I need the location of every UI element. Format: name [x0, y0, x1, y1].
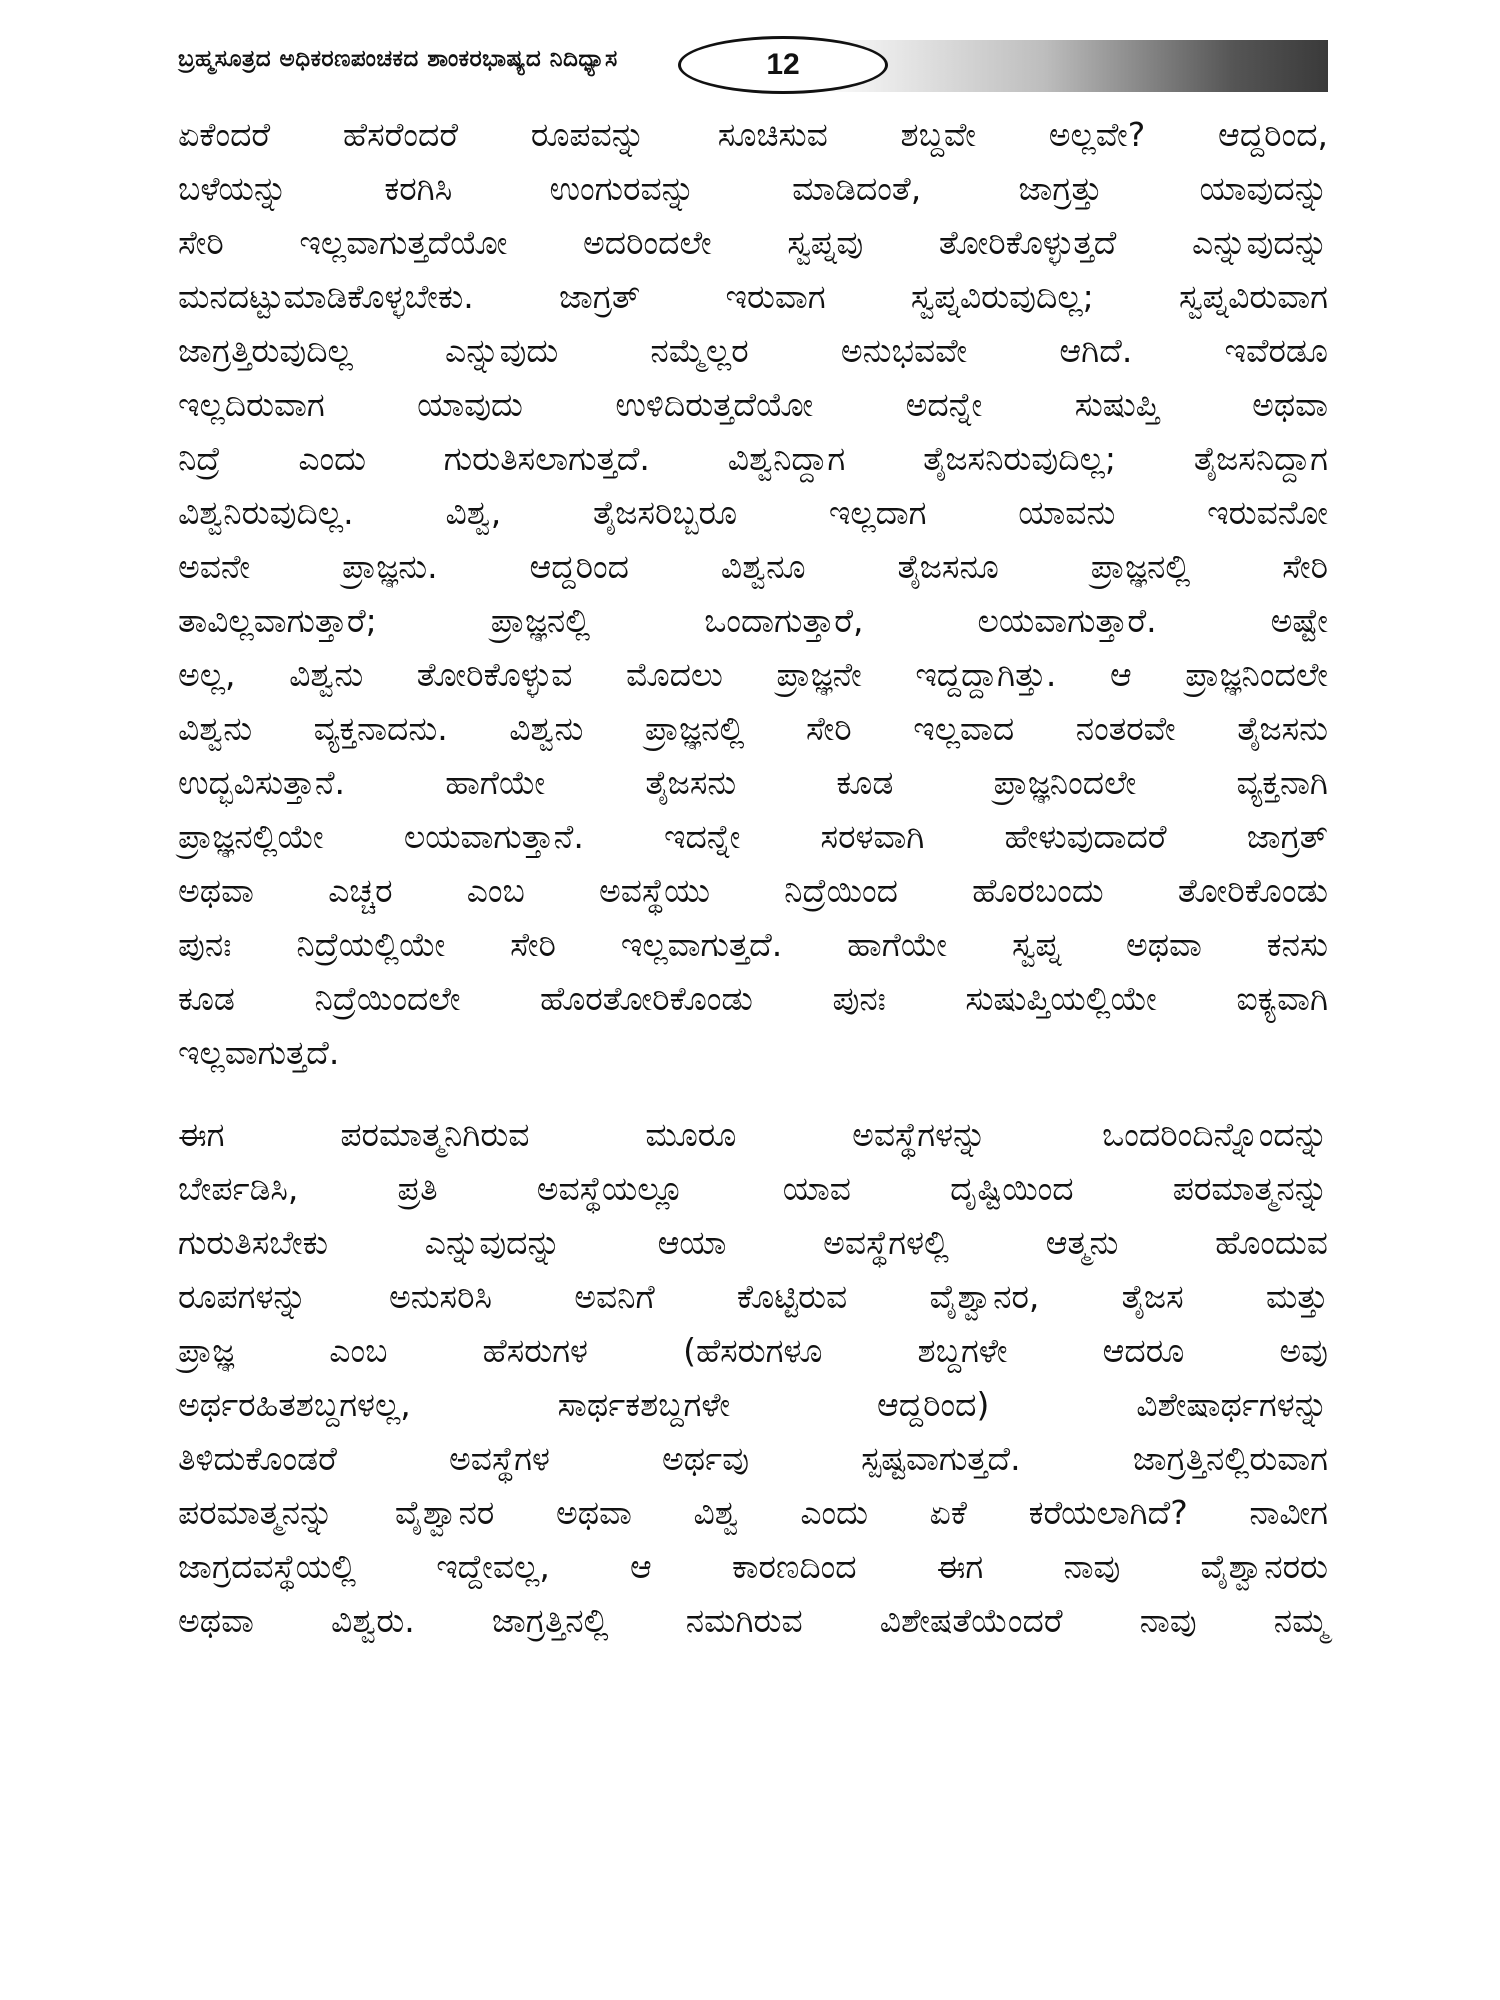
- text-line: ತಿಳಿದುಕೊಂಡರೆ ಅವಸ್ಥೆಗಳ ಅರ್ಥವು ಸ್ಪಷ್ಟವಾಗುತ್ತದೆ. ಜಾಗ್ರತ್ತಿನಲ್ಲಿರುವಾಗ: [178, 1439, 1328, 1478]
- paragraph-2: [178, 1108, 1328, 1648]
- text-line: ಅವನೇ ಪ್ರಾಜ್ಞನು. ಆದ್ದರಿಂದ ವಿಶ್ವನೂ ತೈಜಸನೂ ಪ್ರಾಜ್ಞನಲ್ಲಿ ಸೇರಿ: [178, 547, 1328, 586]
- text-line: ನಿದ್ರೆ ಎಂದು ಗುರುತಿಸಲಾಗುತ್ತದೆ. ವಿಶ್ವನಿದ್ದಾಗ ತೈಜಸನಿರುವುದಿಲ್ಲ; ತೈಜಸನಿದ್ದಾಗ: [178, 439, 1328, 478]
- paragraph-1: [178, 108, 1328, 1080]
- page-number: 12: [678, 36, 888, 94]
- text-line: ಜಾಗ್ರದವಸ್ಥೆಯಲ್ಲಿ ಇದ್ದೇವಲ್ಲ, ಆ ಕಾರಣದಿಂದ ಈಗ ನಾವು ವೈಶ್ವಾನರರು: [178, 1547, 1328, 1586]
- text-line: ಅರ್ಥರಹಿತಶಬ್ದಗಳಲ್ಲ, ಸಾರ್ಥಕಶಬ್ದಗಳೇ ಆದ್ದರಿಂದ) ವಿಶೇಷಾರ್ಥಗಳನ್ನು: [178, 1385, 1328, 1424]
- text-line: ಅಲ್ಲ, ವಿಶ್ವನು ತೋರಿಕೊಳ್ಳುವ ಮೊದಲು ಪ್ರಾಜ್ಞನೇ ಇದ್ದದ್ದಾಗಿತ್ತು. ಆ ಪ್ರಾಜ್ಞನಿಂದಲೇ: [178, 655, 1328, 694]
- text-line: ವಿಶ್ವನು ವ್ಯಕ್ತನಾದನು. ವಿಶ್ವನು ಪ್ರಾಜ್ಞನಲ್ಲಿ ಸೇರಿ ಇಲ್ಲವಾದ ನಂತರವೇ ತೈಜಸನು: [178, 709, 1328, 748]
- text-line: ಪುನಃ ನಿದ್ರೆಯಲ್ಲಿಯೇ ಸೇರಿ ಇಲ್ಲವಾಗುತ್ತದೆ. ಹಾಗೆಯೇ ಸ್ವಪ್ನ ಅಥವಾ ಕನಸು: [178, 925, 1328, 964]
- text-line: ಈಗ ಪರಮಾತ್ಮನಿಗಿರುವ ಮೂರೂ ಅವಸ್ಥೆಗಳನ್ನು ಒಂದರಿಂದಿನ್ನೊಂದನ್ನು: [178, 1115, 1328, 1154]
- text-line: ಬೇರ್ಪಡಿಸಿ, ಪ್ರತಿ ಅವಸ್ಥೆಯಲ್ಲೂ ಯಾವ ದೃಷ್ಟಿಯಿಂದ ಪರಮಾತ್ಮನನ್ನು: [178, 1169, 1328, 1208]
- text-line: ಅಥವಾ ಎಚ್ಚರ ಎಂಬ ಅವಸ್ಥೆಯು ನಿದ್ರೆಯಿಂದ ಹೊರಬಂದು ತೋರಿಕೊಂಡು: [178, 871, 1328, 910]
- text-line: ಜಾಗ್ರತ್ತಿರುವುದಿಲ್ಲ ಎನ್ನುವುದು ನಮ್ಮೆಲ್ಲರ ಅನುಭವವೇ ಆಗಿದೆ. ಇವೆರಡೂ: [178, 331, 1328, 370]
- body-text: [178, 108, 1328, 1648]
- text-line: ಇಲ್ಲವಾಗುತ್ತದೆ.: [178, 1033, 340, 1072]
- text-line: ತಾವಿಲ್ಲವಾಗುತ್ತಾರೆ; ಪ್ರಾಜ್ಞನಲ್ಲಿ ಒಂದಾಗುತ್ತಾರೆ, ಲಯವಾಗುತ್ತಾರೆ. ಅಷ್ಟೇ: [178, 601, 1328, 640]
- text-line: ಗುರುತಿಸಬೇಕು ಎನ್ನುವುದನ್ನು ಆಯಾ ಅವಸ್ಥೆಗಳಲ್ಲಿ ಆತ್ಮನು ಹೊಂದುವ: [178, 1223, 1328, 1262]
- text-line: ಬಳೆಯನ್ನು ಕರಗಿಸಿ ಉಂಗುರವನ್ನು ಮಾಡಿದಂತೆ, ಜಾಗ್ರತ್ತು ಯಾವುದನ್ನು: [178, 169, 1328, 208]
- page-header: [178, 36, 1328, 96]
- text-line: ಉದ್ಭವಿಸುತ್ತಾನೆ. ಹಾಗೆಯೇ ತೈಜಸನು ಕೂಡ ಪ್ರಾಜ್ಞನಿಂದಲೇ ವ್ಯಕ್ತನಾಗಿ: [178, 763, 1328, 802]
- text-line: ಪ್ರಾಜ್ಞ ಎಂಬ ಹೆಸರುಗಳ (ಹೆಸರುಗಳೂ ಶಬ್ದಗಳೇ ಆದರೂ ಅವು: [178, 1331, 1328, 1370]
- text-line: ಅಥವಾ ವಿಶ್ವರು. ಜಾಗ್ರತ್ತಿನಲ್ಲಿ ನಮಗಿರುವ ವಿಶೇಷತೆಯೆಂದರೆ ನಾವು ನಮ್ಮ: [178, 1601, 1328, 1640]
- paragraph-spacer: [178, 1080, 1328, 1108]
- text-line: ಸೇರಿ ಇಲ್ಲವಾಗುತ್ತದೆಯೋ ಅದರಿಂದಲೇ ಸ್ವಪ್ನವು ತೋರಿಕೊಳ್ಳುತ್ತದೆ ಎನ್ನುವುದನ್ನು: [178, 223, 1328, 262]
- text-line: ಏಕೆಂದರೆ ಹೆಸರೆಂದರೆ ರೂಪವನ್ನು ಸೂಚಿಸುವ ಶಬ್ದವೇ ಅಲ್ಲವೇ? ಆದ್ದರಿಂದ,: [178, 115, 1328, 154]
- text-line: ಮನದಟ್ಟುಮಾಡಿಕೊಳ್ಳಬೇಕು. ಜಾಗ್ರತ್ ಇರುವಾಗ ಸ್ವಪ್ನವಿರುವುದಿಲ್ಲ; ಸ್ವಪ್ನವಿರುವಾಗ: [178, 277, 1328, 316]
- text-line: ವಿಶ್ವನಿರುವುದಿಲ್ಲ. ವಿಶ್ವ, ತೈಜಸರಿಬ್ಬರೂ ಇಲ್ಲದಾಗ ಯಾವನು ಇರುವನೋ: [178, 493, 1328, 532]
- text-line: ಇಲ್ಲದಿರುವಾಗ ಯಾವುದು ಉಳಿದಿರುತ್ತದೆಯೋ ಅದನ್ನೇ ಸುಷುಪ್ತಿ ಅಥವಾ: [178, 385, 1328, 424]
- running-title: ಬ್ರಹ್ಮಸೂತ್ರದ ಅಧಿಕರಣಪಂಚಕದ ಶಾಂಕರಭಾಷ್ಯದ ನಿದಿಧ್ಯಾಸ: [178, 46, 618, 72]
- text-line: ಪರಮಾತ್ಮನನ್ನು ವೈಶ್ವಾನರ ಅಥವಾ ವಿಶ್ವ ಎಂದು ಏಕೆ ಕರೆಯಲಾಗಿದೆ? ನಾವೀಗ: [178, 1493, 1328, 1532]
- text-line: ರೂಪಗಳನ್ನು ಅನುಸರಿಸಿ ಅವನಿಗೆ ಕೊಟ್ಟಿರುವ ವೈಶ್ವಾನರ, ತೈಜಸ ಮತ್ತು: [178, 1277, 1328, 1316]
- text-line: ಕೂಡ ನಿದ್ರೆಯಿಂದಲೇ ಹೊರತೋರಿಕೊಂಡು ಪುನಃ ಸುಷುಪ್ತಿಯಲ್ಲಿಯೇ ಐಕ್ಯವಾಗಿ: [178, 979, 1328, 1018]
- text-line: ಪ್ರಾಜ್ಞನಲ್ಲಿಯೇ ಲಯವಾಗುತ್ತಾನೆ. ಇದನ್ನೇ ಸರಳವಾಗಿ ಹೇಳುವುದಾದರೆ ಜಾಗ್ರತ್: [178, 817, 1328, 856]
